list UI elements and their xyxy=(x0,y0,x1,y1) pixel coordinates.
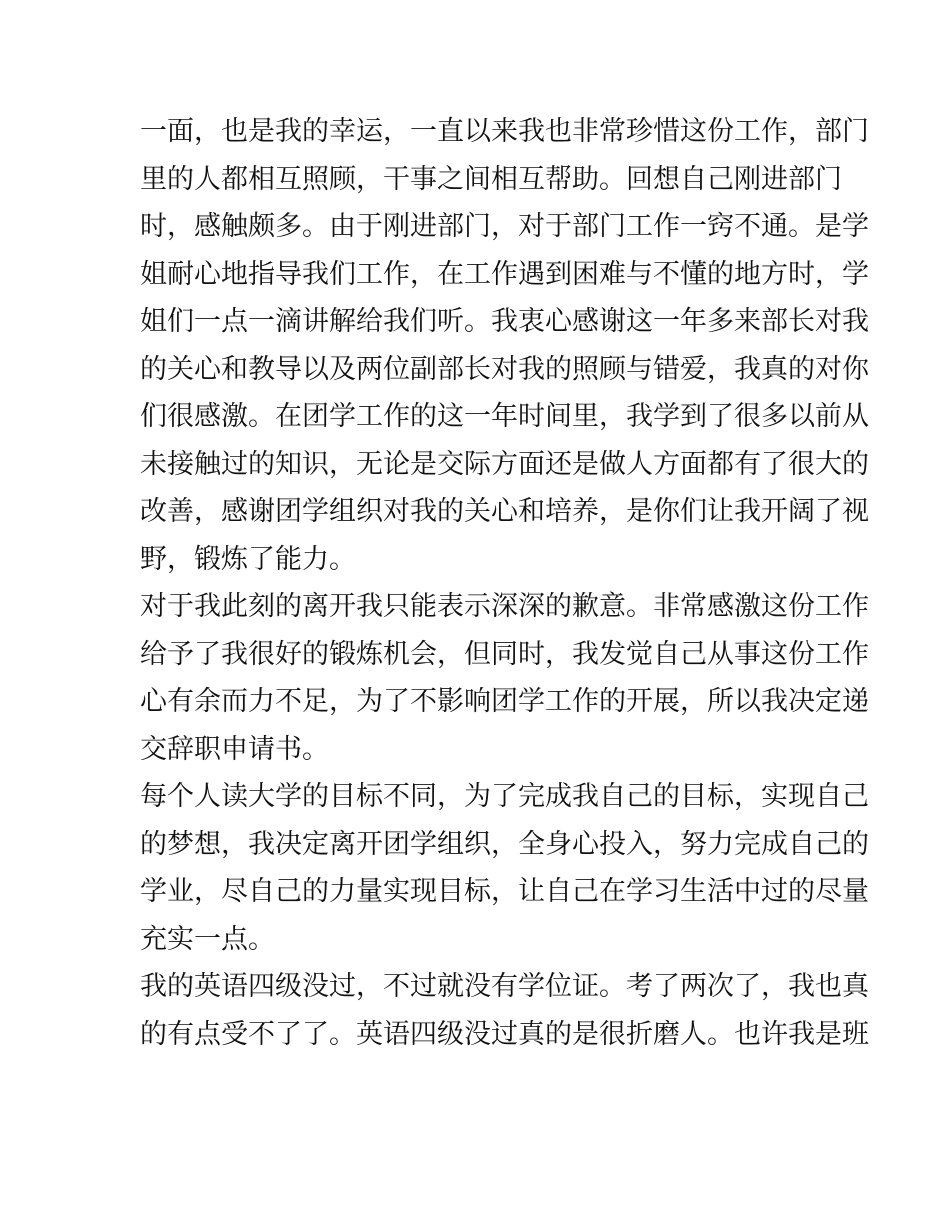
text-line: 学业，尽自己的力量实现目标，让自己在学习生活中过的尽量 xyxy=(140,876,869,907)
text-line: 改善，感谢团学组织对我的关心和培养，是你们让我开阔了视 xyxy=(140,496,869,527)
text-line: 们很感激。在团学工作的这一年时间里，我学到了很多以前从 xyxy=(140,401,869,432)
text-line: 一面，也是我的幸运，一直以来我也非常珍惜这份工作，部门 xyxy=(140,116,869,147)
text-line: 野，锻炼了能力。 xyxy=(140,543,356,575)
text-line: 姐们一点一滴讲解给我们听。我衷心感谢这一年多来部长对我 xyxy=(140,306,869,337)
text-line: 姐耐心地指导我们工作，在工作遇到困难与不懂的地方时，学 xyxy=(140,258,869,290)
text-line: 充实一点。 xyxy=(140,923,275,955)
text-line: 的有点受不了了。英语四级没过真的是很折磨人。也许我是班 xyxy=(140,1018,869,1050)
text-line: 心有余而力不足，为了不影响团学工作的开展，所以我决定递 xyxy=(140,686,869,717)
document-body xyxy=(140,108,869,1058)
text-line: 交辞职申请书。 xyxy=(140,733,329,765)
text-line: 时，感触颇多。由于刚进部门，对于部门工作一窍不通。是学 xyxy=(140,211,869,242)
text-line: 的关心和教导以及两位副部长对我的照顾与错爱，我真的对你 xyxy=(140,353,869,385)
text-line: 里的人都相互照顾，干事之间相互帮助。回想自己刚进部门 xyxy=(140,163,842,195)
text-line: 每个人读大学的目标不同，为了完成我自己的目标，实现自己 xyxy=(140,781,869,812)
text-line: 的梦想，我决定离开团学组织，全身心投入，努力完成自己的 xyxy=(140,828,869,860)
text-line: 给予了我很好的锻炼机会，但同时，我发觉自己从事这份工作 xyxy=(140,638,869,670)
text-line: 我的英语四级没过，不过就没有学位证。考了两次了，我也真 xyxy=(140,971,869,1002)
text-line: 对于我此刻的离开我只能表示深深的歉意。非常感激这份工作 xyxy=(140,591,869,622)
text-line: 未接触过的知识，无论是交际方面还是做人方面都有了很大的 xyxy=(140,448,869,480)
